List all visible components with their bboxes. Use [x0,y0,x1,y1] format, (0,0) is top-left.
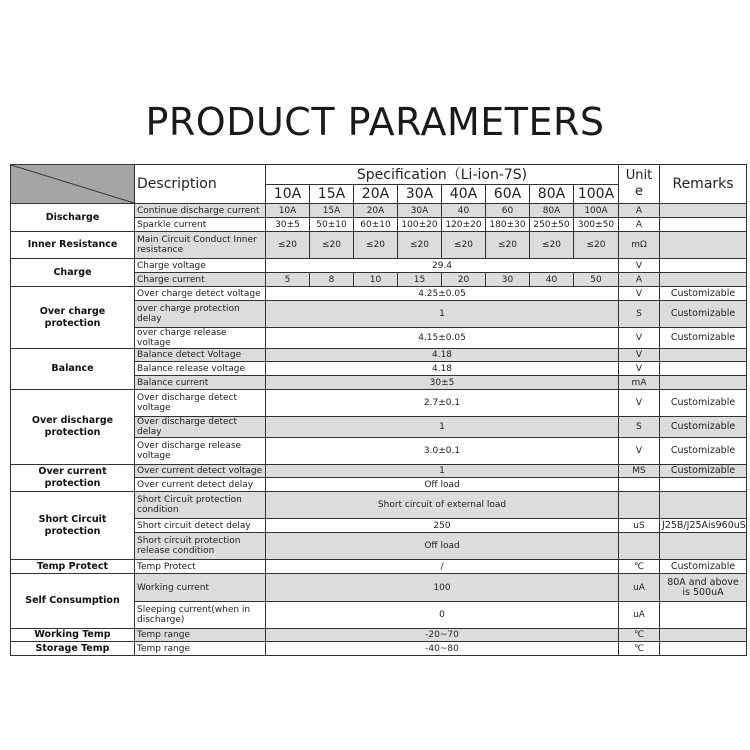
row-label: Balance release voltage [135,362,266,376]
row-label: Balance detect Voltage [135,349,266,362]
category-inner-resistance: Inner Resistance [11,232,135,259]
cell-value: 3.0±0.1 [266,438,619,465]
cell-value: 2.7±0.1 [266,390,619,417]
cell-value: 60±10 [354,218,398,232]
cell-unit: ℃ [619,560,660,574]
row-label: Sleeping current(when in discharge) [135,602,266,629]
header-unit-line2: e [635,184,644,199]
cell-remark [660,533,747,560]
parameters-table [10,164,747,656]
cell-unit: uS [619,519,660,533]
cell-unit: uA [619,602,660,629]
cell-value: 15A [310,204,354,218]
cell-value: 30±5 [266,376,619,390]
category-storage-temp: Storage Temp [11,642,135,656]
cell-value: ≤20 [310,232,354,259]
cell-value: 120±20 [442,218,486,232]
header-specification: Specification（Li-ion-7S) [266,165,619,185]
cell-remark: Customizable [660,465,747,478]
row-label: Short Circuit protection condition [135,492,266,519]
cell-value: 100±20 [398,218,442,232]
row-label: Working current [135,574,266,602]
row-label: over charge protection delay [135,301,266,328]
cell-unit: A [619,204,660,218]
cell-value: 180±30 [486,218,530,232]
row-label: Main Circuit Conduct Inner resistance [135,232,266,259]
cell-value: ≤20 [442,232,486,259]
cell-remark [660,273,747,287]
row-label: Charge current [135,273,266,287]
cell-remark: Customizable [660,438,747,465]
cell-value: 60 [486,204,530,218]
header-unit [619,165,660,204]
cell-unit: V [619,362,660,376]
cell-unit: ℃ [619,629,660,642]
row-label: Temp range [135,642,266,656]
cell-value: 0 [266,602,619,629]
cell-remark: Customizable [660,417,747,438]
cell-value: 80A [530,204,574,218]
cell-remark [660,629,747,642]
category-working-temp: Working Temp [11,629,135,642]
cell-unit: V [619,287,660,301]
cell-unit: V [619,390,660,417]
cell-unit: MS [619,465,660,478]
cell-value: / [266,560,619,574]
cell-remark: Customizable [660,301,747,328]
cell-remark: Customizable [660,560,747,574]
cell-value: 30A [398,204,442,218]
row-label: Over current detect voltage [135,465,266,478]
category-balance: Balance [11,349,135,390]
row-label: Over charge detect voltage [135,287,266,301]
cell-value: Off load [266,478,619,492]
cell-value: 20 [442,273,486,287]
cell-unit: S [619,417,660,438]
header-remarks: Remarks [660,165,747,204]
cell-value: 4.18 [266,349,619,362]
row-label: Over discharge detect voltage [135,390,266,417]
cell-value: 300±50 [574,218,619,232]
cell-value: 5 [266,273,310,287]
cell-remark [660,204,747,218]
header-description: Description [135,165,266,204]
cell-value: 50 [574,273,619,287]
row-label: Over current detect delay [135,478,266,492]
cell-unit: S [619,301,660,328]
page-title: PRODUCT PARAMETERS [145,100,605,144]
cell-remark [660,218,747,232]
cell-value: ≤20 [266,232,310,259]
cell-remark [660,492,747,519]
cell-remark: Customizable [660,287,747,301]
cell-value: 1 [266,417,619,438]
cell-unit [619,492,660,519]
cell-remark [660,259,747,273]
category-over-current: Over current protection [11,465,135,492]
cell-unit [619,533,660,560]
category-temp-protect: Temp Protect [11,560,135,574]
cell-value: ≤20 [486,232,530,259]
cell-value: 250 [266,519,619,533]
cell-remark [660,349,747,362]
cell-value: 100 [266,574,619,602]
cell-remark [660,642,747,656]
cell-remark: J25B/J25Ais960uS [660,519,747,533]
cell-value: ≤20 [530,232,574,259]
category-charge: Charge [11,259,135,287]
cell-value: 40 [530,273,574,287]
cell-remark: 80A and above is 500uA [660,574,747,602]
cell-value: 40 [442,204,486,218]
cell-value: 15 [398,273,442,287]
header-current: 20A [354,185,398,204]
cell-unit: A [619,273,660,287]
cell-unit: V [619,328,660,349]
cell-unit: mA [619,376,660,390]
header-current: 10A [266,185,310,204]
cell-value: Short circuit of external load [266,492,619,519]
category-over-discharge: Over discharge protection [11,390,135,465]
category-self-consumption: Self Consumption [11,574,135,629]
cell-value: 1 [266,465,619,478]
cell-value: 29.4 [266,259,619,273]
cell-value: 4.15±0.05 [266,328,619,349]
category-discharge: Discharge [11,204,135,232]
diagonal-line [11,165,134,203]
cell-unit: V [619,259,660,273]
header-current: 80A [530,185,574,204]
row-label: Temp Protect [135,560,266,574]
cell-value: 100A [574,204,619,218]
cell-value: ≤20 [398,232,442,259]
row-label: Over discharge release voltage [135,438,266,465]
cell-value: -20~70 [266,629,619,642]
cell-unit: V [619,349,660,362]
cell-unit: A [619,218,660,232]
header-unit-line1: Unit [625,168,653,183]
category-over-charge: Over charge protection [11,287,135,349]
cell-value: 30±5 [266,218,310,232]
row-label: Temp range [135,629,266,642]
row-label: Charge voltage [135,259,266,273]
cell-value: -40~80 [266,642,619,656]
cell-remark [660,362,747,376]
header-corner-cell [11,165,135,204]
row-label: Short circuit protection release condition [135,533,266,560]
cell-value: 1 [266,301,619,328]
cell-remark: Customizable [660,328,747,349]
cell-value: 10A [266,204,310,218]
cell-value: 4.18 [266,362,619,376]
cell-remark [660,232,747,259]
cell-value: 30 [486,273,530,287]
cell-value: 8 [310,273,354,287]
row-label: Over discharge detect delay [135,417,266,438]
cell-value: 250±50 [530,218,574,232]
cell-remark: Customizable [660,390,747,417]
header-current: 15A [310,185,354,204]
cell-unit: V [619,438,660,465]
cell-value: Off load [266,533,619,560]
cell-unit: uA [619,574,660,602]
row-label: Sparkle current [135,218,266,232]
header-current: 40A [442,185,486,204]
cell-value: 4.25±0.05 [266,287,619,301]
cell-remark [660,478,747,492]
cell-value: ≤20 [354,232,398,259]
cell-unit: mΩ [619,232,660,259]
row-label: over charge release voltage [135,328,266,349]
row-label: Continue discharge current [135,204,266,218]
cell-value: 20A [354,204,398,218]
cell-value: ≤20 [574,232,619,259]
cell-remark [660,602,747,629]
header-current: 100A [574,185,619,204]
cell-unit [619,478,660,492]
cell-unit: ℃ [619,642,660,656]
header-current: 60A [486,185,530,204]
header-current: 30A [398,185,442,204]
row-label: Short circuit detect delay [135,519,266,533]
row-label: Balance current [135,376,266,390]
cell-remark [660,376,747,390]
cell-value: 50±10 [310,218,354,232]
category-short-circuit: Short Circuit protection [11,492,135,560]
cell-value: 10 [354,273,398,287]
